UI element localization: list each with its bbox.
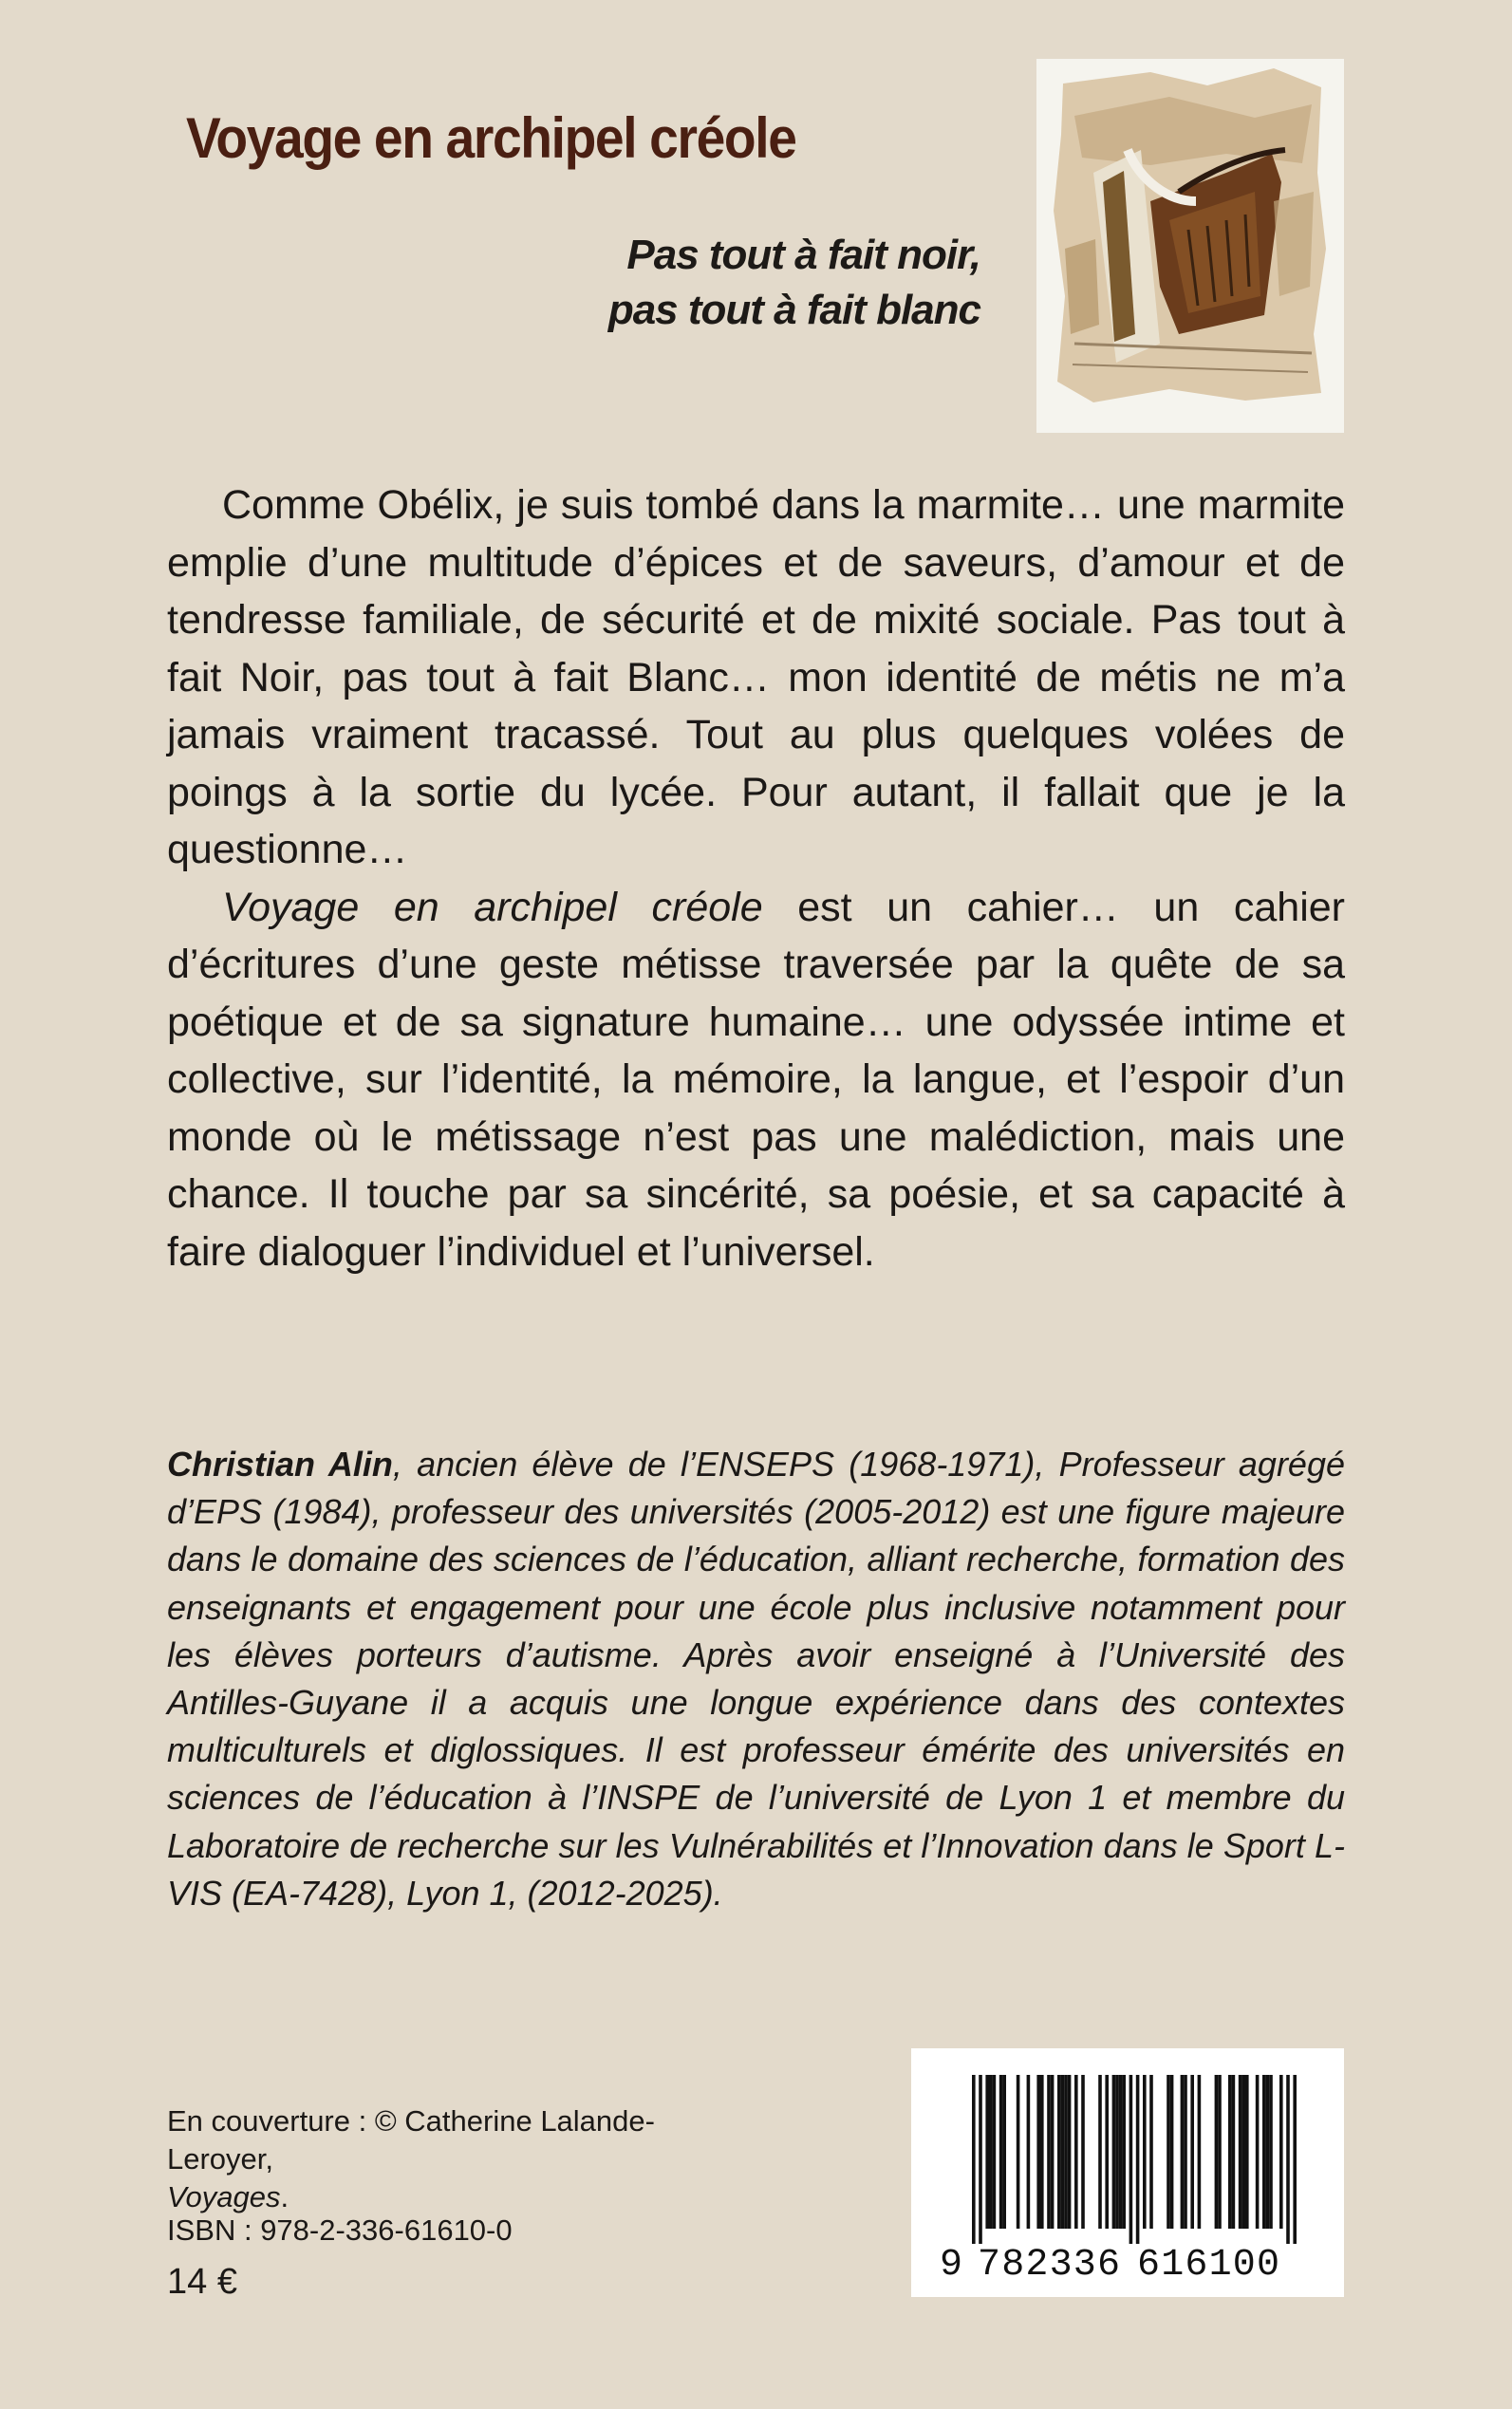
barcode-bar	[1190, 2075, 1194, 2229]
blurb-paragraph-1: Comme Obélix, je suis tombé dans la marmite… une marmite emplie d’une multitude d’épices et de saveurs, d’amour et de tendresse familiale, de sécurité et de mixité sociale. Pas tout à fait Noir, pas tout à fait Blanc… mon identité de métis ne m’a jamais vraiment tracassé. Tout au plus quelques volées de poings à la sortie du lycée. Pour autant, il fallait que je la questionne…	[167, 482, 1345, 872]
barcode-bar	[989, 2075, 993, 2229]
barcode-bar	[1068, 2075, 1072, 2229]
barcode-bar	[1105, 2075, 1109, 2229]
barcode	[911, 2048, 1344, 2297]
barcode-bar	[1047, 2075, 1051, 2229]
barcode-bar	[1149, 2075, 1153, 2229]
book-title: Voyage en archipel créole	[186, 106, 796, 170]
barcode-bar	[1051, 2075, 1055, 2229]
barcode-lead-digit: 9	[940, 2244, 963, 2287]
subtitle-line-2: pas tout à fait blanc	[607, 287, 980, 333]
barcode-bar	[1245, 2075, 1249, 2229]
barcode-bar	[1293, 2075, 1297, 2244]
barcode-bar	[1184, 2075, 1187, 2229]
barcode-bar	[1129, 2075, 1133, 2244]
cover-art-thumbnail	[1036, 59, 1344, 433]
barcode-bar	[1122, 2075, 1126, 2229]
credits-artwork-title: Voyages	[167, 2180, 281, 2213]
credits-line-2-suffix: .	[280, 2180, 289, 2213]
credits-line-2	[167, 2178, 661, 2216]
barcode-bar	[1057, 2075, 1061, 2229]
blurb-paragraph-2	[167, 879, 1345, 1281]
barcode-bar	[1036, 2075, 1040, 2229]
barcode-bar	[1269, 2075, 1273, 2229]
barcode-bar	[1081, 2075, 1085, 2229]
barcode-bars	[972, 2075, 1297, 2244]
price: 14 €	[167, 2262, 237, 2302]
barcode-bar	[972, 2075, 976, 2244]
barcode-bar	[1256, 2075, 1260, 2229]
barcode-bar	[1119, 2075, 1123, 2229]
barcode-bar	[1017, 2075, 1020, 2229]
barcode-bar	[1170, 2075, 1174, 2229]
barcode-bar	[1181, 2075, 1185, 2229]
author-bio	[167, 1441, 1345, 1917]
barcode-bar	[1232, 2075, 1236, 2229]
barcode-bar	[1136, 2075, 1140, 2244]
cover-credits	[167, 2102, 661, 2216]
author-name: Christian Alin	[167, 1445, 393, 1484]
barcode-bar	[1286, 2075, 1290, 2244]
barcode-bar	[1279, 2075, 1283, 2229]
author-bio-text: , ancien élève de l’ENSEPS (1968-1971), Professeur agrégé d’EPS (1984), professeur des universités (2005-2012) est une figure majeure dans le domaine des sciences de l’éducation, alliant recherche, formation des enseignants et engagement pour une école plus inclusive notamment pour les élèves porteurs d’autisme. Après avoir enseigné à l’Université des Antilles-Guyane il a acquis une longue expérience dans des contextes multiculturels et diglossiques. Il est professeur émérite des universités en sciences de l’éducation à l’INSPE de l’université de Lyon 1 et membre du Laboratoire de recherche sur les Vulnérabilités et l’Innovation dans le Sport L-VIS (EA-7428), Lyon 1, (2012-2025).	[167, 1445, 1345, 1913]
barcode-bar	[1040, 2075, 1044, 2229]
barcode-bar	[1061, 2075, 1065, 2229]
abstract-collage-painting-icon	[1036, 59, 1344, 433]
barcode-bar	[1262, 2075, 1266, 2229]
barcode-right-digits: 616100	[1137, 2244, 1279, 2287]
barcode-left-digits: 782336	[978, 2244, 1120, 2287]
barcode-bar	[1167, 2075, 1170, 2229]
blurb	[167, 476, 1345, 1280]
barcode-bar	[979, 2075, 982, 2244]
barcode-bar	[1115, 2075, 1119, 2229]
barcode-bar	[1266, 2075, 1270, 2229]
barcode-bar	[1241, 2075, 1245, 2229]
barcode-bar	[999, 2075, 1003, 2229]
barcode-bar	[1228, 2075, 1232, 2229]
barcode-bar	[1239, 2075, 1242, 2229]
credits-line-1: En couverture : © Catherine Lalande-Leroyer,	[167, 2104, 655, 2176]
barcode-bar	[1112, 2075, 1116, 2229]
blurb-book-title: Voyage en archipel créole	[222, 884, 763, 930]
barcode-bar	[1027, 2075, 1031, 2229]
book-subtitle	[411, 228, 980, 338]
barcode-bar	[1074, 2075, 1078, 2229]
barcode-bar	[1198, 2075, 1202, 2229]
blurb-paragraph-2-text: est un cahier… un cahier d’écritures d’une geste métisse traversée par la quête de sa poétique et de sa signature humaine… une odyssée intime et collective, sur l’identité, la mémoire, la langue, et l’espoir d’un monde où le métissage n’est pas une malédiction, mais une chance. Il touche par sa sincérité, sa poésie, et sa capacité à faire dialoguer l’individuel et l’universel.	[167, 884, 1345, 1275]
barcode-bar	[1143, 2075, 1147, 2229]
barcode-bar	[1098, 2075, 1102, 2229]
isbn: ISBN : 978-2-336-61610-0	[167, 2213, 513, 2247]
barcode-bar	[1218, 2075, 1222, 2229]
subtitle-line-1: Pas tout à fait noir,	[626, 232, 980, 278]
barcode-bar	[1064, 2075, 1068, 2229]
barcode-bar	[1002, 2075, 1006, 2229]
barcode-icon	[911, 2048, 1344, 2297]
barcode-bar	[993, 2075, 997, 2229]
barcode-bar	[985, 2075, 989, 2229]
barcode-bar	[1215, 2075, 1219, 2229]
